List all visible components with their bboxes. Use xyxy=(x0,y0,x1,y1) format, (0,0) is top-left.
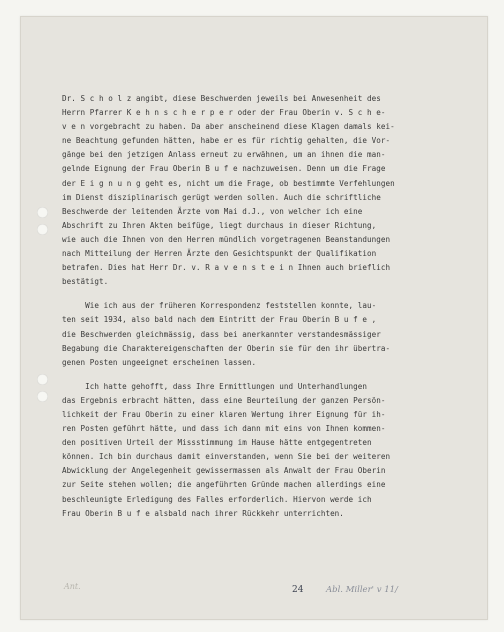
text-line: gelnde Eignung der Frau Oberin B u f e nachzuweisen. Denn um die Frage xyxy=(62,164,386,174)
text-line: Frau Oberin B u f e alsbald nach ihrer Rückkehr unterrichten. xyxy=(62,508,344,518)
text-line: Abwicklung der Angelegenheit gewissermassen als Anwalt der Frau Oberin xyxy=(62,466,386,476)
text-line: Begabung die Charaktereigenschaften der Oberin sie für den ihr übertra- xyxy=(62,343,391,353)
paragraph-3 xyxy=(62,380,470,521)
text-line: Dr. S c h o l z angibt, diese Beschwerden jeweils bei Anwesenheit des xyxy=(62,94,381,103)
paragraph-2 xyxy=(62,299,470,369)
paragraph-1 xyxy=(62,92,470,289)
text-line: zur Seite stehen wollen; die angeführten Gründe machen allerdings eine xyxy=(62,480,386,490)
margin-handwritten-mark: Ant. xyxy=(64,582,81,591)
letter-body xyxy=(62,92,470,521)
punch-hole-icon xyxy=(37,374,48,385)
text-line: Herrn Pfarrer K e h n s c h e r p e r oder der Frau Oberin v. S c h e- xyxy=(62,108,386,118)
text-line: bestätigt. xyxy=(62,277,109,287)
text-line: das Ergebnis erbracht hätten, dass eine Beurteilung der ganzen Persön- xyxy=(62,395,386,405)
punch-hole-icon xyxy=(37,224,48,235)
text-line: Ich hatte gehofft, dass Ihre Ermittlungen und Unterhandlungen xyxy=(62,381,368,391)
text-line: betrafen. Dies hat Herr Dr. v. R a v e n s t e i n Ihnen auch brieflich xyxy=(62,263,391,273)
page-number: 24 xyxy=(292,585,304,595)
text-line: wie auch die Ihnen von den Herren mündlich vorgetragenen Beanstandungen xyxy=(62,234,391,244)
text-line: die Beschwerden gleichmässig, dass bei anerkannter verstandesmässiger xyxy=(62,329,381,339)
text-line: v e n vorgebracht zu haben. Da aber anscheinend diese Klagen damals kei- xyxy=(62,122,395,132)
text-line: Beschwerde der leitenden Ärzte vom Mai d.J., von welcher ich eine xyxy=(62,206,363,216)
text-line: ren Posten geführt hätte, und dass ich dann mit eins von Ihnen kommen- xyxy=(62,424,386,434)
text-line: können. Ich bin durchaus damit einverstanden, wenn Sie bei der weiteren xyxy=(62,452,391,462)
handwritten-note: Abl. Miller' v 11/ xyxy=(326,585,398,595)
text-line: gänge bei den jetzigen Anlass erneut zu erwähnen, um an ihnen die man- xyxy=(62,150,386,160)
text-line: der E i g n u n g geht es, nicht um die Frage, ob bestimmte Verfehlungen xyxy=(62,178,395,188)
text-line: ten seit 1934, also bald nach dem Eintritt der Frau Oberin B u f e , xyxy=(62,315,377,325)
text-line: ne Beachtung gefunden hätten, habe er es für richtig gehalten, die Vor- xyxy=(62,136,391,146)
text-line: im Dienst disziplinarisch gerügt werden sollen. Auch die schriftliche xyxy=(62,192,381,202)
text-line: nach Mitteilung der Herren Ärzte den Gesichtspunkt der Qualifikation xyxy=(62,249,377,259)
text-line: den positiven Urteil der Missstimmung im Hause hätte entgegentreten xyxy=(62,438,372,448)
text-line: Abschrift zu Ihren Akten beifüge, liegt durchaus in dieser Richtung, xyxy=(62,220,377,230)
punch-hole-icon xyxy=(37,391,48,402)
text-line: lichkeit der Frau Oberin zu einer klaren Wertung ihrer Eignung für ih- xyxy=(62,409,386,419)
text-line: genen Posten ungeeignet erscheinen lassen. xyxy=(62,357,257,367)
punch-hole-icon xyxy=(37,207,48,218)
text-line: beschleunigte Erledigung des Falles erforderlich. Hiervon werde ich xyxy=(62,494,372,504)
text-line: Wie ich aus der früheren Korrespondenz feststellen konnte, lau- xyxy=(62,301,377,311)
